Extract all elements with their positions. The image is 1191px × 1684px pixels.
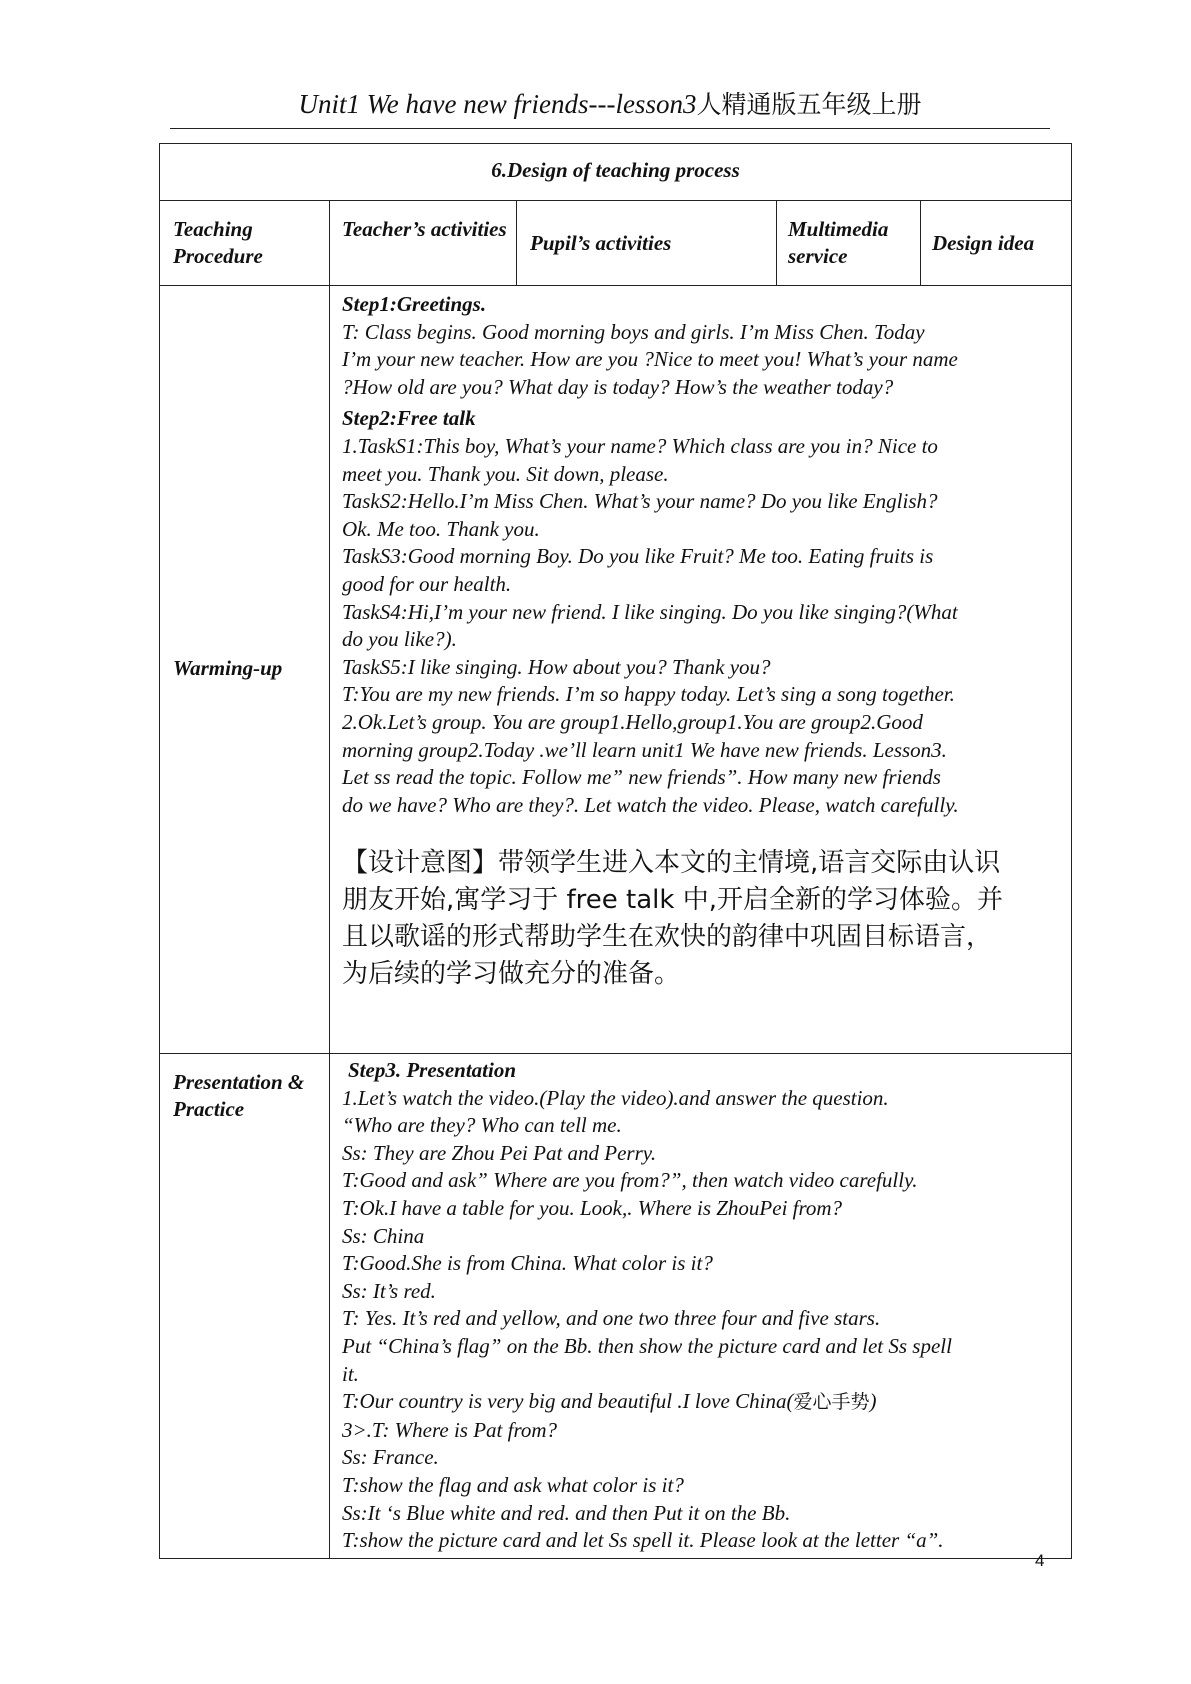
design-intent-line: 朋友开始,寓学习于 free talk 中,开启全新的学习体验。并 <box>342 885 1003 916</box>
presentation-line: T:show the flag and ask what color is it? <box>342 1472 684 1497</box>
col-header-multimedia: Multimedia service <box>788 217 889 268</box>
presentation-line: Ss: They are Zhou Pei Pat and Perry. <box>342 1140 657 1165</box>
procedure-warming-up: Warming-up <box>173 656 283 680</box>
step2-line: TaskS5:I like singing. How about you? Thank you? <box>342 654 771 679</box>
step2-line: do you like?). <box>342 627 457 652</box>
step1-line: I’m your new teacher. How are you ?Nice to meet you! What’s your name <box>342 347 958 372</box>
design-intent-line: 【设计意图】带领学生进入本文的主情境,语言交际由认识 <box>342 848 1001 879</box>
step2-line: morning group2.Today .we’ll learn unit1 We have new friends. Lesson3. <box>342 737 947 762</box>
col-header-pupil: Pupil’s activities <box>530 231 672 255</box>
step2-line: Ok. Me too. Thank you. <box>342 516 540 541</box>
header-rule <box>170 128 1050 129</box>
design-intent-line: 且以歌谣的形式帮助学生在欢快的韵律中巩固目标语言， <box>342 922 993 953</box>
header-title-cn: 人精通版五年级上册 <box>696 90 922 119</box>
presentation-line: T: Yes. It’s red and yellow, and one two three four and five stars. <box>342 1306 881 1331</box>
presentation-content <box>342 1057 1066 1555</box>
warming-up-content <box>342 291 1066 993</box>
step2-line: TaskS2:Hello.I’m Miss Chen. What’s your name? Do you like English? <box>342 489 938 514</box>
presentation-line: Put “China’s flag” on the Bb. then show the picture card and let Ss spell <box>342 1333 952 1358</box>
step3-heading: Step3. Presentation <box>348 1058 517 1082</box>
step2-line: do we have? Who are they?. Let watch the video. Please, watch carefully. <box>342 792 959 817</box>
presentation-line: T:Good.She is from China. What color is it? <box>342 1251 713 1276</box>
col-divider-4 <box>920 200 921 285</box>
design-intent-line: 为后续的学习做充分的准备。 <box>342 959 681 990</box>
page-header <box>170 84 1050 125</box>
presentation-line: Ss: China <box>342 1223 425 1248</box>
header-title-en: Unit1 We have new friends---lesson3 <box>298 89 697 119</box>
col-header-design: Design idea <box>932 231 1035 255</box>
design-intent <box>342 845 1066 993</box>
row-divider-header <box>159 285 1072 286</box>
step2-line: 2.Ok.Let’s group. You are group1.Hello,group1.You are group2.Good <box>342 709 923 734</box>
procedure-presentation: Presentation & Practice <box>173 1070 305 1121</box>
step2-line: good for our health. <box>342 571 512 596</box>
love-line-end: ) <box>869 1389 877 1414</box>
page-number: 4 <box>1035 1551 1045 1570</box>
presentation-line: 1.Let’s watch the video.(Play the video).and answer the question. <box>342 1085 889 1110</box>
col-header-teacher: Teacher’s activities <box>342 217 507 241</box>
presentation-line: T:Good and ask” Where are you from?”, then watch video carefully. <box>342 1168 918 1193</box>
step2-heading: Step2:Free talk <box>342 406 476 431</box>
row-divider-title <box>159 200 1072 201</box>
presentation-line: Ss: It’s red. <box>342 1278 436 1303</box>
col-header-procedure: Teaching Procedure <box>173 217 263 268</box>
step2-line: T:You are my new friends. I’m so happy today. Let’s sing a song together. <box>342 682 955 707</box>
step2-line: 1.TaskS1:This boy, What’s your name? Which class are you in? Nice to <box>342 433 938 458</box>
step2-line: meet you. Thank you. Sit down, please. <box>342 461 669 486</box>
table-title: 6.Design of teaching process <box>491 158 740 182</box>
step2-line: TaskS3:Good morning Boy. Do you like Fruit? Me too. Eating fruits is <box>342 544 934 569</box>
presentation-line: Ss:It ‘s Blue white and red. and then Put it on the Bb. <box>342 1500 791 1525</box>
col-divider-2 <box>516 200 517 285</box>
presentation-line: “Who are they? Who can tell me. <box>342 1113 622 1138</box>
col-divider-3 <box>776 200 777 285</box>
presentation-line: 3>.T: Where is Pat from? <box>342 1417 558 1442</box>
presentation-line: it. <box>342 1361 359 1386</box>
presentation-line: T:show the picture card and let Ss spell it. Please look at the letter “a”. <box>342 1528 944 1553</box>
presentation-line: Ss: France. <box>342 1445 439 1470</box>
step2-line: TaskS4:Hi,I’m your new friend. I like singing. Do you like singing?(What <box>342 599 958 624</box>
love-china-line <box>342 1388 1066 1417</box>
step2-line: Let ss read the topic. Follow me” new friends”. How many new friends <box>342 765 941 790</box>
love-line-cn: 爱心手势 <box>793 1391 870 1414</box>
step1-heading: Step1:Greetings. <box>342 292 487 316</box>
presentation-line: T:Ok.I have a table for you. Look,. Where is ZhouPei from? <box>342 1195 843 1220</box>
step1-line: T: Class begins. Good morning boys and girls. I’m Miss Chen. Today <box>342 319 925 344</box>
col-divider-1 <box>329 200 330 1559</box>
row-divider-warming <box>159 1053 1072 1054</box>
step1-line: ?How old are you? What day is today? How’s the weather today? <box>342 374 894 399</box>
love-line-en: T:Our country is very big and beautiful .I love China( <box>342 1389 794 1414</box>
